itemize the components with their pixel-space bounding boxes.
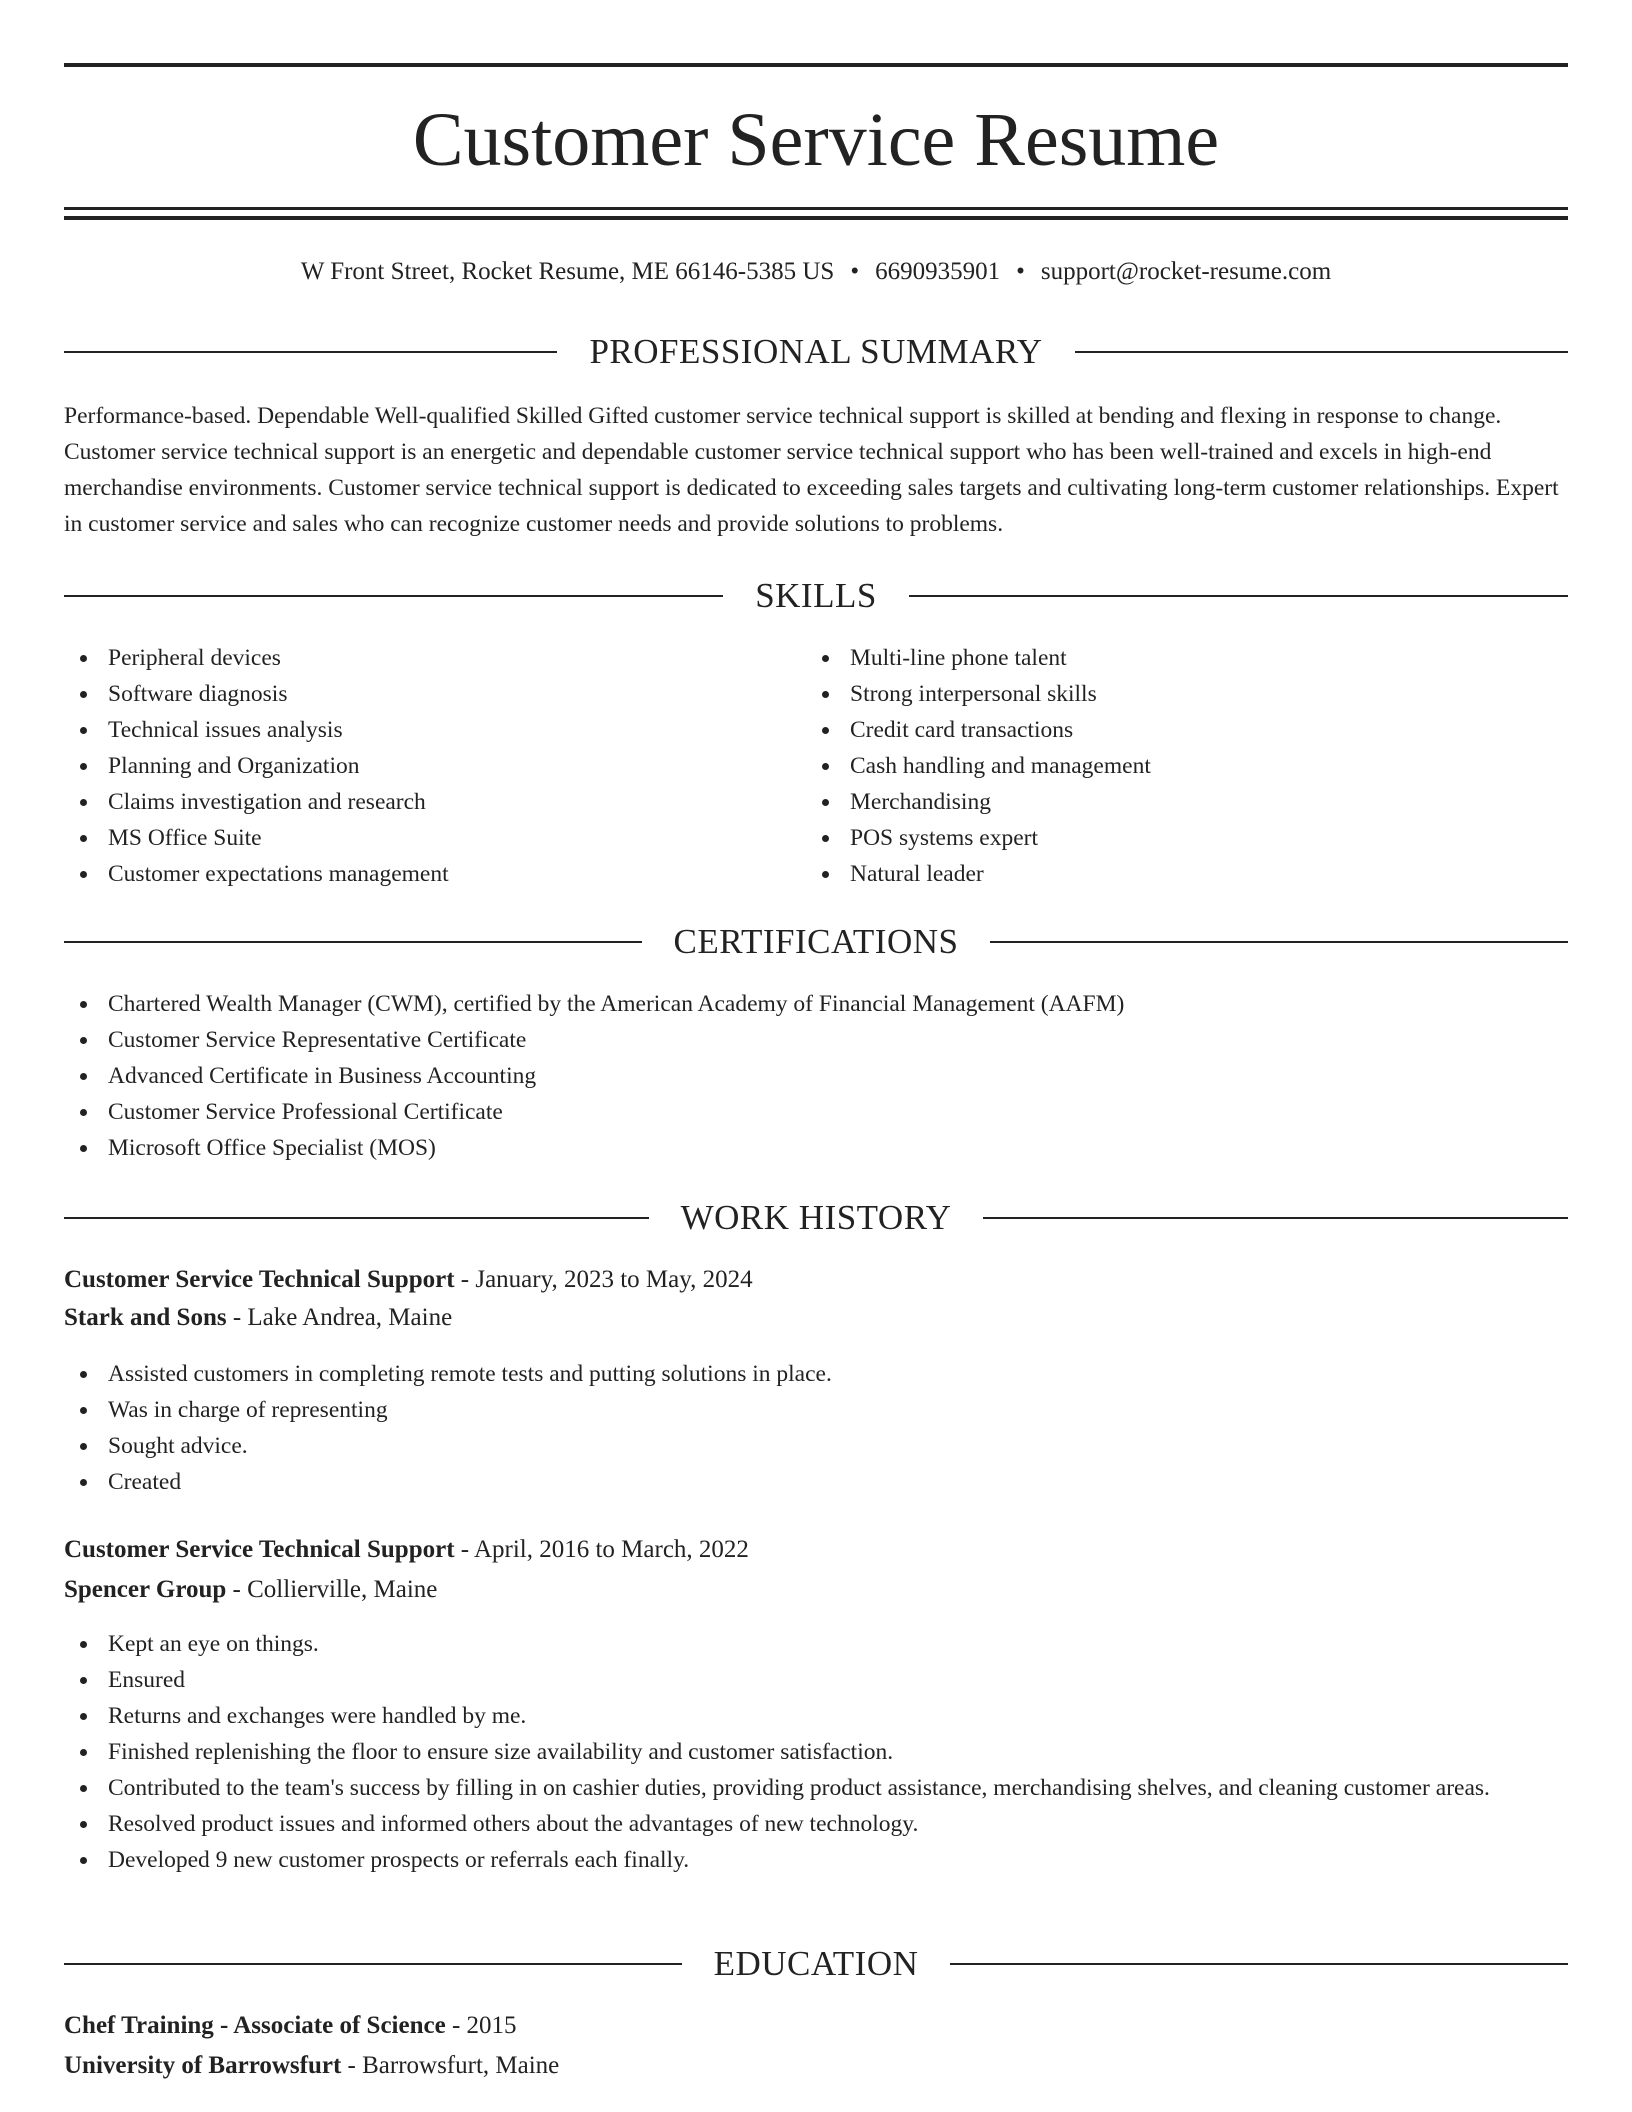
skill-item: Natural leader [806,856,1546,892]
skills-list-left [64,640,804,892]
job-bullet: Finished replenishing the floor to ensure size availability and customer satisfaction. [64,1734,1568,1770]
job-dates: - April, 2016 to March, 2022 [454,1536,749,1563]
skill-item: Customer expectations management [64,856,804,892]
section-rule [909,595,1568,597]
contact-separator: • [850,258,860,285]
skill-item: Claims investigation and research [64,784,804,820]
section-rule [950,1963,1568,1965]
job-bullet: Sought advice. [64,1428,1568,1464]
section-rule [64,1217,649,1219]
certification-item: Advanced Certificate in Business Accounting [64,1058,1568,1094]
skill-item: Merchandising [806,784,1546,820]
section-rule [1075,351,1568,353]
section-title: WORK HISTORY [680,1198,952,1237]
job-company: Stark and Sons [64,1304,227,1331]
job-bullet: Developed 9 new customer prospects or referrals each finally. [64,1842,1568,1878]
skill-item: Peripheral devices [64,640,804,676]
certification-item: Chartered Wealth Manager (CWM), certified by the American Academy of Financial Management (AAFM) [64,986,1568,1022]
job-bullet: Created [64,1464,1568,1500]
section-title: CERTIFICATIONS [673,922,959,961]
job-company-line [64,1572,1568,1608]
contact-line [64,254,1568,290]
job-location: - Collierville, Maine [226,1576,438,1603]
job-bullet: Assisted customers in completing remote tests and putting solutions in place. [64,1356,1568,1392]
job-bullet: Contributed to the team's success by filling in on cashier duties, providing product assistance, merchandising shelves, and cleaning customer areas. [64,1770,1568,1806]
skill-item: MS Office Suite [64,820,804,856]
job-bullets [64,1356,1568,1500]
contact-address: W Front Street, Rocket Resume, ME 66146-5385 US [300,258,835,285]
section-rule [64,1963,682,1965]
skill-item: Planning and Organization [64,748,804,784]
job-bullet: Ensured [64,1662,1568,1698]
title-double-rule [64,207,1568,220]
job-bullet: Returns and exchanges were handled by me. [64,1698,1568,1734]
section-header-skills [64,574,1568,618]
skill-item: Technical issues analysis [64,712,804,748]
section-rule [990,941,1568,943]
section-title: EDUCATION [713,1944,919,1983]
contact-phone: 6690935901 [875,258,1001,285]
certification-item: Customer Service Representative Certificate [64,1022,1568,1058]
job-location: - Lake Andrea, Maine [226,1304,453,1331]
section-header-work-history [64,1196,1568,1240]
job-bullet: Was in charge of representing [64,1392,1568,1428]
skill-item: Credit card transactions [806,712,1546,748]
job-company-line [64,1300,1568,1336]
job-title: Customer Service Technical Support [64,1536,455,1563]
top-rule [64,63,1568,67]
section-header-summary [64,330,1568,374]
certifications-list [64,986,1568,1166]
section-rule [64,595,723,597]
section-title: SKILLS [755,576,877,615]
skill-item: Multi-line phone talent [806,640,1546,676]
job-dates: - January, 2023 to May, 2024 [454,1266,753,1293]
summary-paragraph: Performance-based. Dependable Well-qualified Skilled Gifted customer service technical support is skilled at bending and flexing in response to change. Customer service technical support is an energetic and dependable customer service technical support who has been well-trained and excels in high-end merchandise environments. Customer service technical support is dedicated to exceeding sales targets and cultivating long-term customer relationships. Expert in customer service and sales who can recognize customer needs and provide solutions to problems. [64,403,1559,537]
job-title-line [64,1532,1568,1568]
job-bullets [64,1626,1568,1878]
skill-item: Strong interpersonal skills [806,676,1546,712]
education-school-line [64,2048,1568,2084]
section-header-certifications [64,920,1568,964]
section-title: PROFESSIONAL SUMMARY [589,332,1043,371]
job-bullet: Kept an eye on things. [64,1626,1568,1662]
skill-item: POS systems expert [806,820,1546,856]
skill-item: Software diagnosis [64,676,804,712]
education-degree: Chef Training - Associate of Science [64,2012,446,2039]
section-rule [64,941,642,943]
contact-separator: • [1016,258,1025,285]
contact-email: support@rocket-resume.com [1040,258,1332,285]
education-location: - Barrowsfurt, Maine [341,2052,560,2079]
skills-list-right [806,640,1546,892]
skill-item: Cash handling and management [806,748,1546,784]
education-year: - 2015 [445,2012,517,2039]
certification-item: Microsoft Office Specialist (MOS) [64,1130,1568,1166]
education-school: University of Barrowsfurt [64,2052,342,2079]
job-company: Spencer Group [64,1576,227,1603]
education-degree-line [64,2008,1568,2044]
certification-item: Customer Service Professional Certificate [64,1094,1568,1130]
section-header-education [64,1942,1568,1986]
section-rule [983,1217,1568,1219]
job-title: Customer Service Technical Support [64,1266,455,1293]
section-rule [64,351,557,353]
job-bullet: Resolved product issues and informed others about the advantages of new technology. [64,1806,1568,1842]
resume-title: Customer Service Resume [412,98,1220,182]
job-title-line [64,1262,1568,1298]
